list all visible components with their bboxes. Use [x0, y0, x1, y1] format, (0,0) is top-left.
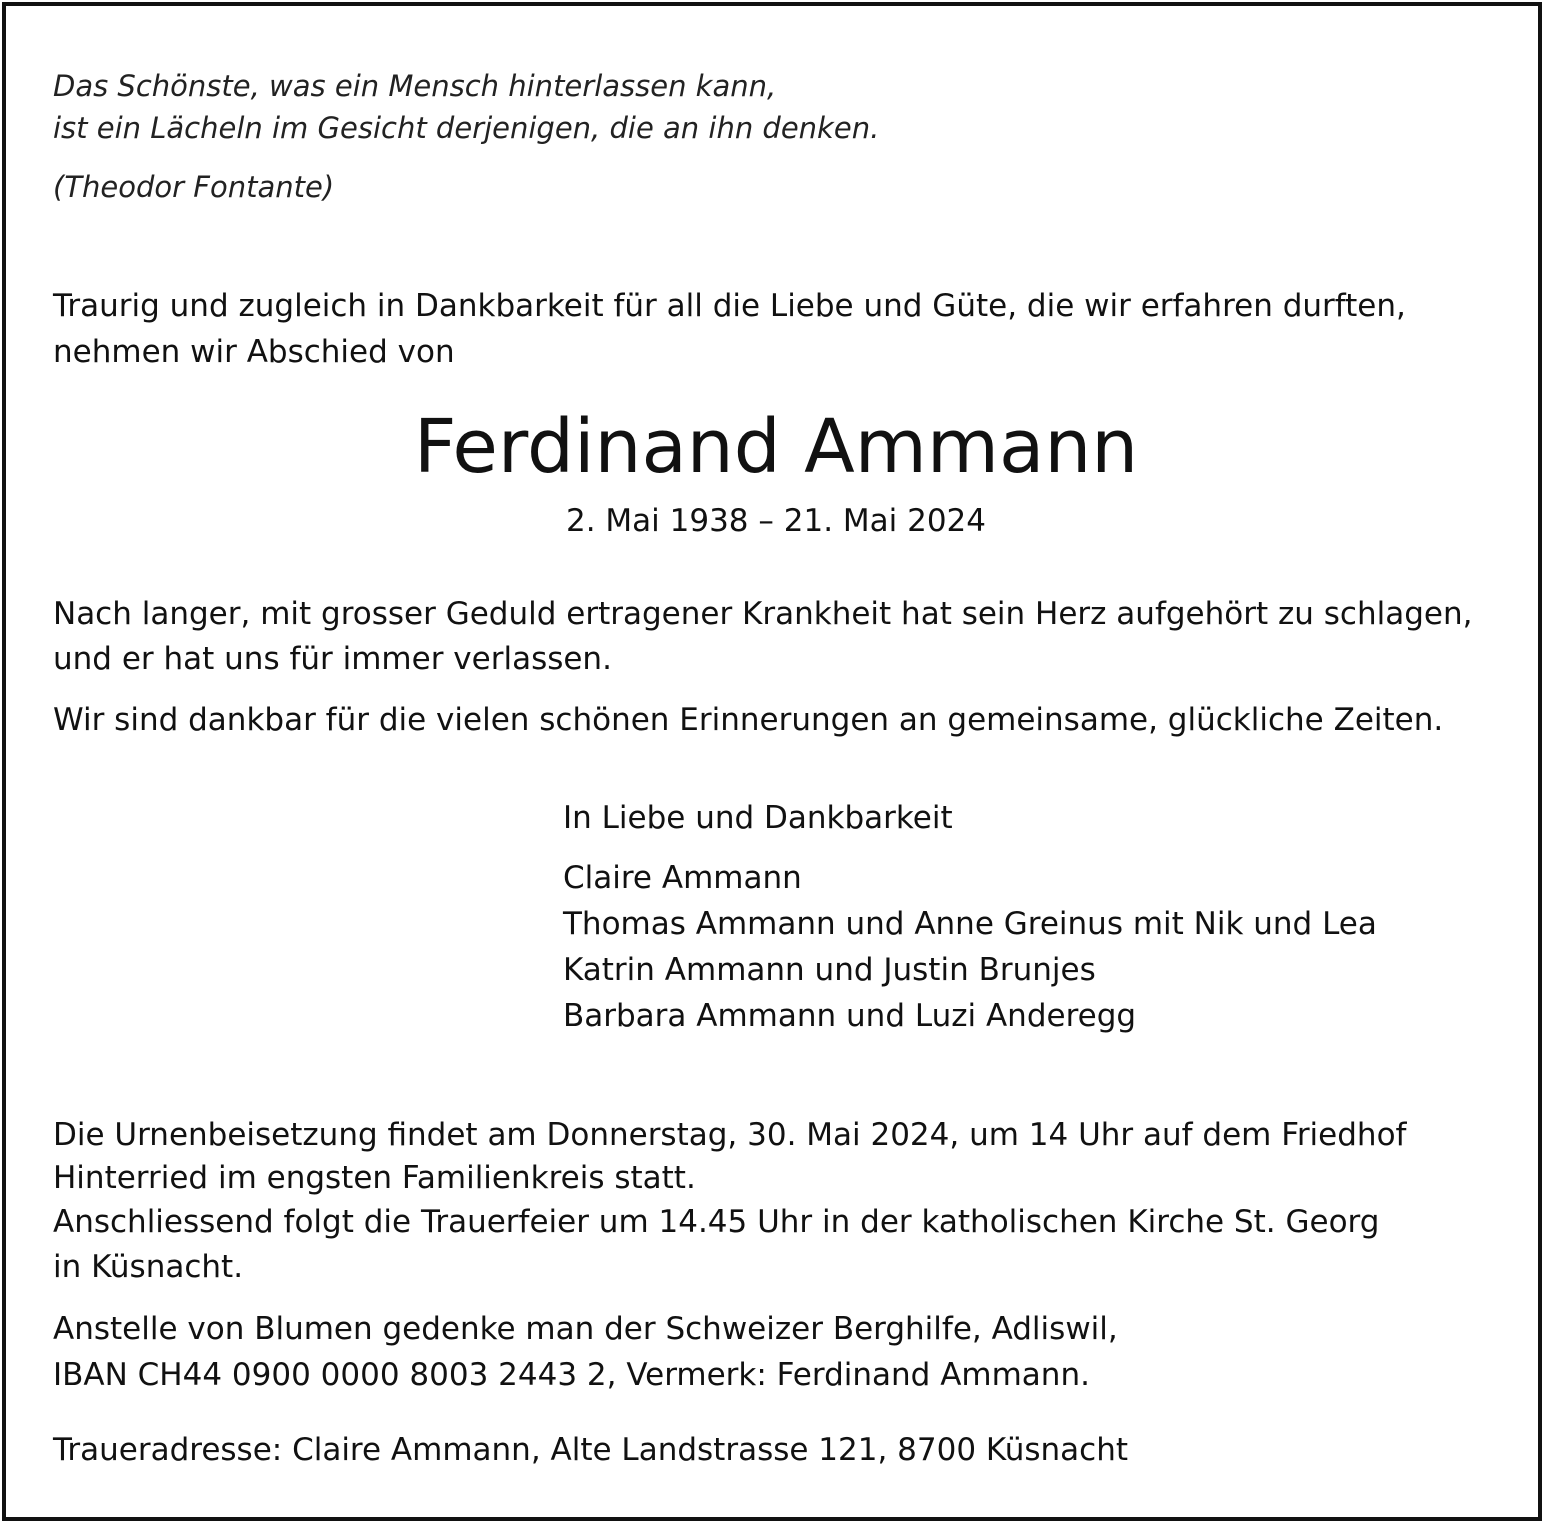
ceremony-line-3: Anschliessend folgt die Trauerfeier um 14.45 Uhr in der katholischen Kirche St. Georg	[53, 1204, 1380, 1240]
ceremony-line-4: in Küsnacht.	[53, 1249, 244, 1285]
deceased-name: Ferdinand Ammann	[413, 404, 1139, 490]
donation-line-2: IBAN CH44 0900 0000 8003 2443 2, Vermerk: Ferdinand Ammann.	[53, 1357, 1090, 1393]
life-dates: 2. Mai 1938 – 21. Mai 2024	[566, 503, 986, 539]
ceremony-line-1: Die Urnenbeisetzung findet am Donnerstag, 30. Mai 2024, um 14 Uhr auf dem Friedhof	[53, 1117, 1407, 1153]
mourner-name: Katrin Ammann und Justin Brunjes	[563, 952, 1096, 988]
message-line-3: Wir sind dankbar für die vielen schönen Erinnerungen an gemeinsame, glückliche Zeiten.	[53, 702, 1444, 738]
mourning-address: Traueradresse: Claire Ammann, Alte Landstrasse 121, 8700 Küsnacht	[53, 1432, 1128, 1468]
quote-author: (Theodor Fontante)	[53, 170, 335, 204]
intro-line-1: Traurig und zugleich in Dankbarkeit für all die Liebe und Güte, die wir erfahren durften,	[53, 288, 1406, 324]
intro-line-2: nehmen wir Abschied von	[53, 334, 455, 370]
ceremony-line-2: Hinterried im engsten Familienkreis statt.	[53, 1160, 696, 1196]
message-line-2: und er hat uns für immer verlassen.	[53, 641, 612, 677]
notice-border	[2, 2, 1542, 1521]
donation-line-1: Anstelle von Blumen gedenke man der Schweizer Berghilfe, Adliswil,	[53, 1311, 1118, 1347]
mourners-list	[563, 855, 1377, 1039]
mourner-name: Thomas Ammann und Anne Greinus mit Nik und Lea	[563, 906, 1377, 942]
signoff-heading: In Liebe und Dankbarkeit	[563, 800, 953, 836]
mourner-name: Barbara Ammann und Luzi Anderegg	[563, 998, 1137, 1034]
quote-line-2: ist ein Lächeln im Gesicht derjenigen, die an ihn denken.	[53, 111, 880, 145]
quote-line-1: Das Schönste, was ein Mensch hinterlassen kann,	[53, 69, 777, 103]
message-line-1: Nach langer, mit grosser Geduld ertragener Krankheit hat sein Herz aufgehört zu schlagen,	[53, 596, 1473, 632]
mourner-name: Claire Ammann	[563, 860, 802, 896]
